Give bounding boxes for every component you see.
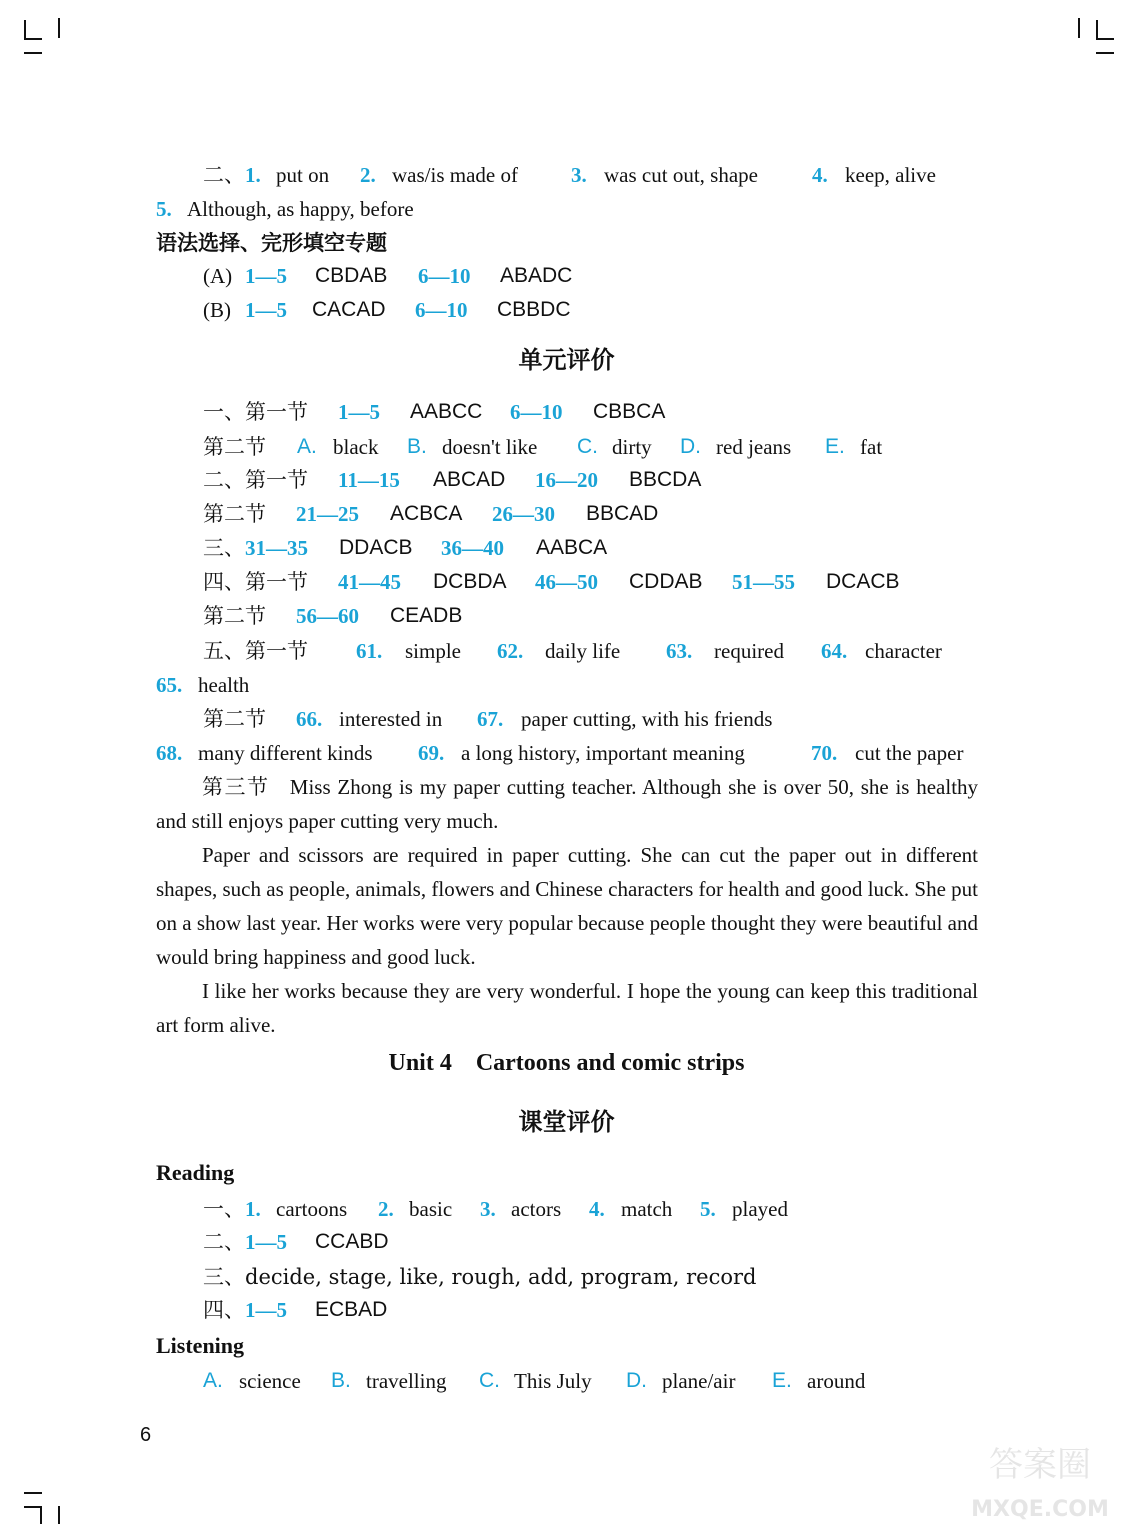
crop-mark xyxy=(24,52,42,54)
essay-text: Miss Zhong is my paper cutting teacher. Although she is over 50, she is healthy and still enjoys paper cutting very much. xyxy=(156,775,979,833)
crop-mark xyxy=(40,1506,42,1524)
page-number: 6 xyxy=(140,1424,152,1446)
crop-mark xyxy=(58,18,60,38)
watermark-glyphs: 答案圈 xyxy=(989,1445,1091,1485)
crop-mark xyxy=(1096,52,1114,54)
crop-mark xyxy=(1078,18,1080,38)
essay-paragraph: I like her works because they are very wonderful. I hope the young can keep this traditional art form alive. xyxy=(156,979,978,1037)
crop-mark xyxy=(24,38,42,40)
crop-mark xyxy=(58,1506,60,1524)
section-title: 课堂评价 xyxy=(518,1107,615,1136)
watermark-logo xyxy=(965,1438,1115,1528)
unit-title: Unit 4 Cartoons and comic strips xyxy=(388,1050,745,1076)
crop-mark xyxy=(24,1492,42,1494)
essay-label: 第三节 xyxy=(202,775,270,799)
essay-paragraph xyxy=(156,770,978,838)
section-title: 单元评价 xyxy=(518,345,615,374)
crop-mark xyxy=(24,20,26,38)
essay-paragraph: Paper and scissors are required in paper cutting. She can cut the paper out in different shapes, such as people, animals, flowers and Chinese characters for health and good luck. She put on a show last year. Her works were very popular because people thought they were beautiful and would bring happiness and good luck. xyxy=(156,843,978,969)
watermark-text: MXQE.COM xyxy=(971,1497,1109,1522)
crop-mark xyxy=(1096,38,1114,40)
crop-mark xyxy=(1096,20,1098,38)
